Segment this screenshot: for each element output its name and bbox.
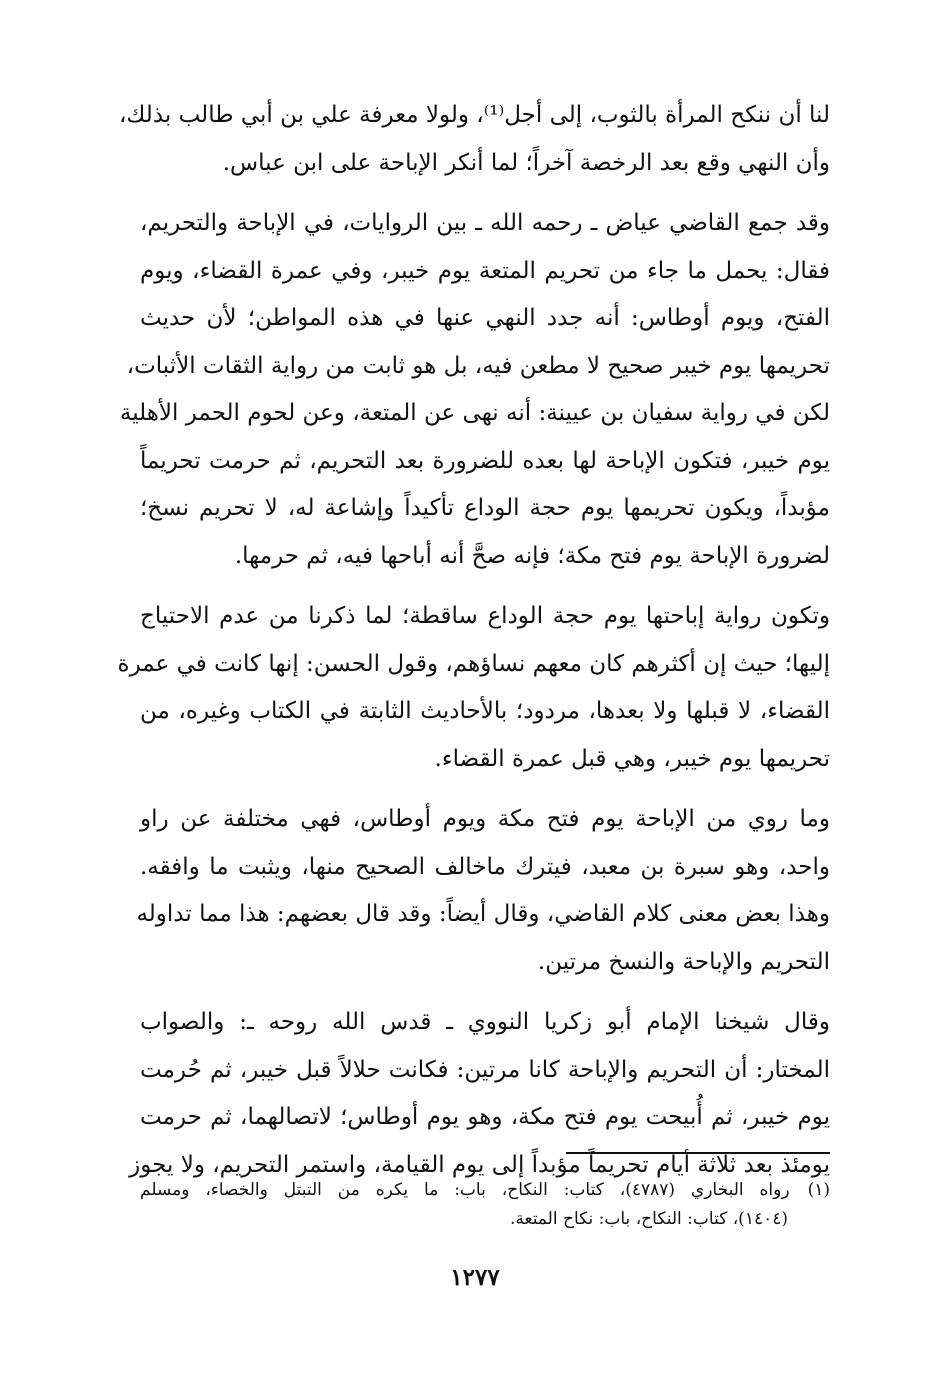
text-line: إليها؛ حيث إن أكثرهم كان معهم نساؤهم، وقول الحسن: إنها كانت في عمرة [117,650,830,677]
text-line: وهذا بعض معنى كلام القاضي، وقال أيضاً: وقد قال بعضهم: هذا مما تداوله [136,901,830,927]
paragraph-4 [136,796,830,986]
paragraph-2 [119,200,830,580]
text-line: لنا أن ننكح المرأة بالثوب، إلى أجل⁽¹⁾، ولولا معرفة علي بن أبي طالب بذلك، [119,102,830,128]
footnote-text: رواه البخاري (٤٧٨٧)، كتاب: النكاح، باب: ما يكره من التبتل والخصاء، ومسلم [140,1180,790,1200]
text-line: فقال: يحمل ما جاء من تحريم المتعة يوم خيبر، وفي عمرة القضاء، ويوم [140,257,830,284]
text-line: تحريمها يوم خيبر صحيح لا مطعن فيه، بل هو ثابت من رواية الثقات الأثبات، [126,352,830,379]
text-line: وقال شيخنا الإمام أبو زكريا النووي ـ قدس الله روحه ـ: والصواب [140,1009,830,1035]
text-line: المختار: أن التحريم والإباحة كانا مرتين: فكانت حلالاً قبل خيبر، ثم حُرمت [140,1056,831,1083]
footnote-number: (١) [807,1180,830,1200]
text-line: لكن في رواية سفيان بن عيينة: أنه نهى عن المتعة، وعن لحوم الحمر الأهلية [119,400,830,426]
footnote-separator [566,1152,830,1154]
footnote-line [140,1176,830,1205]
text-line: واحد، وهو سبرة بن معبد، فيترك ماخالف الصحيح منها، ويثبت ما وافقه. [140,853,830,880]
text-line: يوم خيبر، فتكون الإباحة لها بعده للضرورة بعد التحريم، ثم حرمت تحريماً [140,447,830,474]
text-line: تحريمها يوم خيبر، وهي قبل عمرة القضاء. [434,745,830,772]
text-line: وما روي من الإباحة يوم فتح مكة ويوم أوطاس، فهي مختلفة عن راو [140,806,830,832]
text-line: التحريم والإباحة والنسخ مرتين. [537,948,830,975]
text-line: وقد جمع القاضي عياض ـ رحمه الله ـ بين الروايات، في الإباحة والتحريم، [140,210,830,236]
paragraph-1 [119,92,830,187]
text-line: يوم خيبر، ثم أُبيحت يوم فتح مكة، وهو يوم أوطاس؛ لاتصالهما، ثم حرمت [140,1104,830,1130]
text-line: القضاء، لا قبلها ولا بعدها، مردود؛ بالأحاديث الثابتة في الكتاب وغيره، من [140,698,830,724]
paragraph-5 [129,999,831,1189]
text-line: مؤبداً، ويكون تحريمها يوم حجة الوداع تأكيداً وإشاعة له، لا تحريم نسخ؛ [140,495,830,521]
main-text [117,92,831,1189]
text-line: الفتح، ويوم أوطاس: أنه جدد النهي عنها في هذه المواطن؛ لأن حديث [140,305,830,331]
text-line: يومئذ بعد ثلاثة أيام تحريماً مؤبداً إلى يوم القيامة، واستمر التحريم، ولا يجوز [129,1151,830,1178]
footnote [140,1176,830,1234]
text-line: وتكون رواية إباحتها يوم حجة الوداع ساقطة؛ لما ذكرنا من عدم الاحتياج [140,603,830,629]
paragraph-3 [117,593,830,783]
page-number: ١٢٧٧ [450,1264,500,1291]
text-line: وأن النهي وقع بعد الرخصة آخراً؛ لما أنكر الإباحة على ابن عباس. [222,149,830,176]
footnote-line: (١٤٠٤)، كتاب: النكاح، باب: نكاح المتعة. [509,1209,788,1229]
text-line: لضرورة الإباحة يوم فتح مكة؛ فإنه صحَّ أنه أباحها فيه، ثم حرمها. [234,542,830,569]
